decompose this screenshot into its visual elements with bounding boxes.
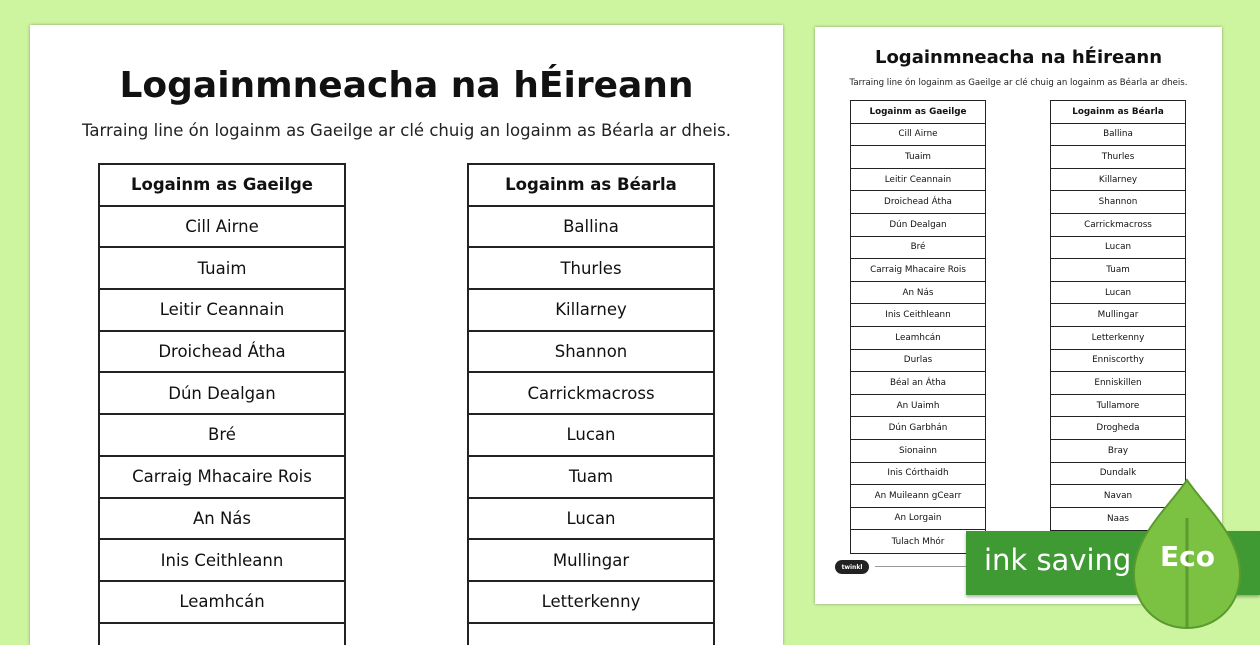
worksheet-instruction-small: Tarraing line ón logainm as Gaeilge ar clé chuig an logainm as Béarla ar dheis. <box>849 78 1188 88</box>
english-name-cell: Lucan <box>469 499 713 541</box>
irish-name-cell-small: Inis Ceithleann <box>851 304 985 327</box>
irish-name-cell-small: An Lorgain <box>851 508 985 531</box>
english-header: Logainm as Béarla <box>469 165 713 207</box>
worksheet-title-small: Logainmneacha na hÉireann <box>874 47 1163 68</box>
irish-name-cell: Cill Airne <box>100 207 344 249</box>
eco-label: Eco <box>1160 540 1215 573</box>
english-name-cell-small: Lucan <box>1051 282 1185 305</box>
ink-saving-label: ink saving <box>984 543 1132 577</box>
english-name-cell: Shannon <box>469 332 713 374</box>
irish-names-column-small <box>850 100 986 554</box>
english-name-cell: Letterkenny <box>469 582 713 624</box>
worksheet-title: Logainmneacha na hÉireann <box>119 65 694 106</box>
irish-name-cell-small: Inis Córthaidh <box>851 463 985 486</box>
irish-name-cell-small: Carraig Mhacaire Rois <box>851 259 985 282</box>
english-name-cell-small: Tuam <box>1051 259 1185 282</box>
irish-name-cell: Leamhcán <box>100 582 344 624</box>
english-name-cell-small: Bray <box>1051 440 1185 463</box>
english-name-cell-small: Mullingar <box>1051 304 1185 327</box>
english-name-cell-small: Drogheda <box>1051 417 1185 440</box>
english-names-column-small <box>1050 100 1186 531</box>
irish-name-cell-small: Leitir Ceannain <box>851 169 985 192</box>
english-name-cell-small: Thurles <box>1051 146 1185 169</box>
irish-name-cell: Droichead Átha <box>100 332 344 374</box>
irish-name-cell-small: Béal an Átha <box>851 372 985 395</box>
english-name-cell-small: Enniskillen <box>1051 372 1185 395</box>
english-name-cell-small: Shannon <box>1051 191 1185 214</box>
english-name-cell-small: Enniscorthy <box>1051 350 1185 373</box>
irish-name-cell-small: Leamhcán <box>851 327 985 350</box>
english-header-small: Logainm as Béarla <box>1051 101 1185 124</box>
irish-name-cell-small: Tuaim <box>851 146 985 169</box>
english-name-cell: Mullingar <box>469 540 713 582</box>
english-name-cell-small: Dundalk <box>1051 463 1185 486</box>
irish-header-small: Logainm as Gaeilge <box>851 101 985 124</box>
english-name-cell-small: Ballina <box>1051 124 1185 147</box>
worksheet-preview-large <box>30 25 783 645</box>
irish-name-cell: Bré <box>100 415 344 457</box>
irish-name-cell-small: Tulach Mhór <box>891 536 945 547</box>
irish-name-cell-small: An Nás <box>851 282 985 305</box>
irish-name-cell: Leitir Ceannain <box>100 290 344 332</box>
english-name-cell: Killarney <box>469 290 713 332</box>
english-name-cell: Lucan <box>469 415 713 457</box>
english-name-cell-small: Carrickmacross <box>1051 214 1185 237</box>
english-name-cell: Ballina <box>469 207 713 249</box>
irish-name-cell: Inis Ceithleann <box>100 540 344 582</box>
irish-name-cell-small: Droichead Átha <box>851 191 985 214</box>
english-names-column <box>467 163 715 645</box>
twinkl-logo: twinkl <box>835 560 869 574</box>
irish-name-cell-small: Cill Airne <box>851 124 985 147</box>
irish-name-cell: An Nás <box>100 499 344 541</box>
english-name-cell-small: Letterkenny <box>1051 327 1185 350</box>
irish-name-cell: Carraig Mhacaire Rois <box>100 457 344 499</box>
irish-name-cell-small: Durlas <box>851 350 985 373</box>
irish-name-cell-small: Dún Garbhán <box>851 417 985 440</box>
english-name-cell: Carrickmacross <box>469 373 713 415</box>
irish-name-cell <box>100 624 344 645</box>
irish-name-cell-small: An Muileann gCearr <box>851 485 985 508</box>
english-name-cell-small: Naas <box>1107 513 1129 524</box>
irish-name-cell: Tuaim <box>100 248 344 290</box>
english-name-cell-small: Lucan <box>1051 237 1185 260</box>
english-name-cell-small: Navan <box>1051 485 1185 508</box>
english-name-cell-small: Tullamore <box>1051 395 1185 418</box>
english-name-cell: Tuam <box>469 457 713 499</box>
english-name-cell-small: Killarney <box>1051 169 1185 192</box>
irish-name-cell: Dún Dealgan <box>100 373 344 415</box>
english-name-cell: Thurles <box>469 248 713 290</box>
irish-name-cell-small: An Uaimh <box>851 395 985 418</box>
english-name-cell <box>469 624 713 645</box>
irish-names-column <box>98 163 346 645</box>
irish-name-cell-small: Bré <box>851 237 985 260</box>
worksheet-instruction: Tarraing line ón logainm as Gaeilge ar clé chuig an logainm as Béarla ar dheis. <box>82 121 731 140</box>
irish-header: Logainm as Gaeilge <box>100 165 344 207</box>
irish-name-cell-small: Sionainn <box>851 440 985 463</box>
irish-name-cell-small: Dún Dealgan <box>851 214 985 237</box>
